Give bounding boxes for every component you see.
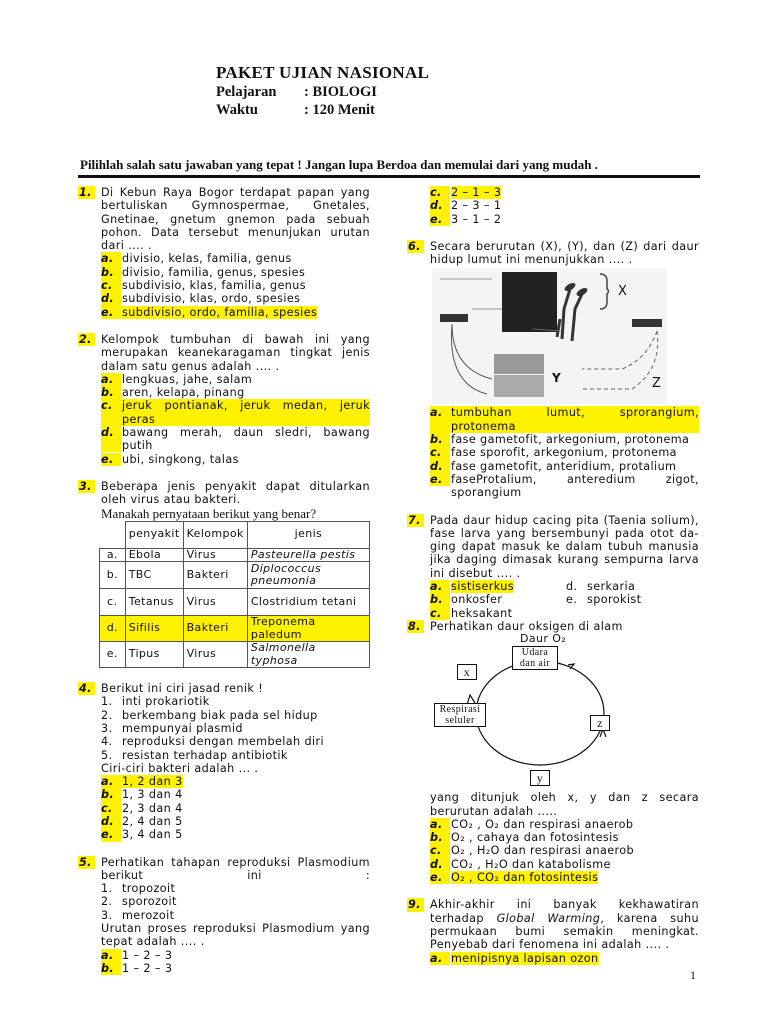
question-number: 8. bbox=[407, 620, 424, 633]
option-text: faseProtalium, anteredium zigot, sporangium bbox=[451, 472, 699, 500]
diagram-title: Daur O₂ bbox=[520, 632, 567, 646]
option-text-highlighted: O₂ , CO₂ dan fotosintesis bbox=[451, 871, 599, 885]
option-text: 2 – 3 – 1 bbox=[451, 199, 502, 213]
option-a[interactable] bbox=[430, 818, 699, 831]
label-x: X bbox=[618, 284, 628, 300]
instruction: Pilihlah salah satu jawaban yang tepat ! Jangan lupa Berdoa dan memulai dari yang mudah . bbox=[80, 157, 598, 172]
option-letter: a. bbox=[101, 775, 121, 788]
table-cell: c. bbox=[100, 589, 126, 616]
option-c[interactable] bbox=[430, 446, 699, 459]
option-b[interactable] bbox=[430, 593, 566, 606]
option-letter: c. bbox=[430, 607, 450, 620]
table-cell: Ebola bbox=[125, 548, 183, 562]
option-text-highlighted: sistiserkus bbox=[451, 580, 515, 594]
option-b[interactable] bbox=[430, 831, 699, 844]
option-text: aren, kelapa, pinang bbox=[122, 386, 245, 400]
option-letter: d. bbox=[430, 199, 450, 212]
option-d[interactable] bbox=[430, 858, 699, 871]
table-cell: Clostridium tetani bbox=[247, 589, 369, 616]
list-item: 1. tropozoit bbox=[101, 882, 176, 896]
table-cell: Virus bbox=[183, 642, 247, 668]
option-letter: e. bbox=[566, 593, 578, 607]
table-row[interactable] bbox=[100, 548, 370, 562]
table-cell: b. bbox=[100, 562, 126, 589]
table-row[interactable] bbox=[100, 642, 370, 668]
option-letter: c. bbox=[430, 844, 450, 857]
option-c[interactable] bbox=[101, 279, 370, 292]
option-letter: d. bbox=[101, 426, 121, 452]
option-letter: b. bbox=[430, 433, 450, 446]
option-letter: b. bbox=[430, 593, 450, 606]
question-prompt: Urutan proses reproduksi Plasmodium yang tepat adalah .... . bbox=[101, 922, 370, 949]
option-letter: c. bbox=[430, 186, 450, 199]
option-text: 1 – 2 – 3 bbox=[122, 961, 173, 975]
oxygen-cycle-diagram bbox=[430, 632, 660, 786]
option-text: 1 – 2 – 3 bbox=[122, 948, 173, 962]
question-4 bbox=[78, 682, 370, 842]
option-text: bawang merah, daun sledri, bawang putih bbox=[122, 426, 370, 453]
table-header-cell bbox=[100, 521, 126, 548]
option-letter: d. bbox=[566, 580, 578, 594]
option-letter: b. bbox=[101, 788, 121, 801]
list-item: 2. sporozoit bbox=[101, 895, 177, 909]
moss-lifecycle-illustration bbox=[432, 269, 667, 404]
question-number: 7. bbox=[407, 514, 424, 527]
option-c[interactable] bbox=[430, 844, 699, 857]
option-text-highlighted: 2 – 1 – 3 bbox=[451, 186, 502, 199]
option-text: 2, 3 dan 4 bbox=[122, 801, 183, 815]
question-prompt: yang ditunjuk oleh x, y dan z secara berurutan adalah ..... bbox=[430, 791, 699, 818]
left-column bbox=[78, 186, 370, 975]
table-cell: Bakteri bbox=[183, 562, 247, 589]
table-cell: Sifilis bbox=[125, 616, 183, 642]
question-number: 5. bbox=[78, 856, 95, 869]
question-number: 6. bbox=[407, 240, 424, 253]
option-e[interactable] bbox=[566, 593, 641, 606]
node-x: x bbox=[457, 664, 477, 680]
node-y: y bbox=[530, 770, 550, 786]
right-column bbox=[407, 186, 699, 965]
table-cell: Diplococcus pneumonia bbox=[247, 562, 369, 589]
node-respirasi-seluler: Respirasi seluler bbox=[434, 703, 486, 727]
option-text: fase gametofit, anteridium, protalium bbox=[451, 459, 677, 473]
option-b[interactable] bbox=[101, 962, 370, 975]
list-item: 3. merozoit bbox=[101, 908, 175, 922]
question-text: Secara berurutan (X), (Y), dan (Z) dari daur hidup lumut ini menunjukkan .... . bbox=[430, 239, 699, 267]
option-letter: e. bbox=[430, 871, 450, 884]
option-letter: e. bbox=[101, 828, 121, 841]
header-divider bbox=[78, 175, 700, 178]
option-letter: d. bbox=[430, 460, 450, 473]
option-letter: d. bbox=[101, 815, 121, 828]
table-header-row bbox=[100, 521, 370, 548]
option-d[interactable] bbox=[430, 460, 699, 473]
time-label: Waktu bbox=[216, 102, 258, 118]
option-text: heksakant bbox=[451, 606, 513, 620]
list-item: 5. resistan terhadap antibiotik bbox=[101, 748, 288, 762]
list-item: 2. berkembang biak pada sel hidup bbox=[101, 708, 318, 722]
subject-value: : BIOLOGI bbox=[304, 84, 377, 100]
option-text: onkosfer bbox=[451, 593, 503, 607]
option-text: ubi, singkong, talas bbox=[122, 452, 239, 466]
question-3 bbox=[78, 480, 370, 668]
option-text: 1, 3 dan 4 bbox=[122, 788, 183, 802]
table-cell: Virus bbox=[183, 548, 247, 562]
option-letter: b. bbox=[101, 386, 121, 399]
option-letter: a. bbox=[101, 252, 121, 265]
option-e[interactable] bbox=[430, 871, 699, 884]
table-cell: a. bbox=[100, 548, 126, 562]
moss-lifecycle-figure bbox=[432, 269, 667, 404]
option-text: 3, 4 dan 5 bbox=[122, 828, 183, 842]
option-d[interactable] bbox=[430, 199, 699, 212]
option-text: 3 – 1 – 2 bbox=[451, 212, 502, 226]
option-a[interactable] bbox=[101, 252, 370, 265]
table-cell: Bakteri bbox=[183, 616, 247, 642]
node-z: z bbox=[590, 715, 610, 731]
option-text: fase gametofit, arkegonium, protonema bbox=[451, 433, 690, 447]
table-cell: Treponema paledum bbox=[247, 616, 369, 642]
option-text: O₂ , cahaya dan fotosintesis bbox=[451, 831, 619, 845]
table-header-cell: Kelompok bbox=[183, 521, 247, 548]
list-item: 4. reproduksi dengan membelah diri bbox=[101, 735, 324, 749]
table-cell: Virus bbox=[183, 589, 247, 616]
option-text: subdivisio, klas, ordo, spesies bbox=[122, 292, 301, 306]
option-text: O₂ , H₂O dan respirasi anaerob bbox=[451, 844, 635, 858]
question-5 bbox=[78, 856, 370, 976]
option-text: 2, 4 dan 5 bbox=[122, 815, 183, 828]
option-letter: c. bbox=[101, 802, 121, 815]
option-c[interactable] bbox=[101, 399, 370, 426]
question-number: 2. bbox=[78, 333, 95, 346]
option-text: CO₂ , O₂ dan respirasi anaerob bbox=[451, 817, 634, 831]
option-letter: a. bbox=[101, 949, 121, 962]
option-letter: e. bbox=[101, 306, 121, 319]
table-row[interactable] bbox=[100, 589, 370, 616]
option-text: fase sporofit, arkegonium, protonema bbox=[451, 446, 677, 460]
option-e[interactable] bbox=[101, 306, 370, 319]
option-c[interactable] bbox=[101, 802, 370, 815]
option-text: subdivisio, klas, familia, genus bbox=[122, 279, 307, 293]
label-z: Z bbox=[652, 376, 662, 392]
question-number: 1. bbox=[78, 186, 95, 199]
option-d[interactable] bbox=[566, 580, 635, 593]
option-text-highlighted: subdivisio, ordo, familia, spesies bbox=[122, 305, 318, 319]
option-letter: e. bbox=[430, 473, 450, 486]
question-8 bbox=[407, 620, 699, 884]
option-c[interactable] bbox=[430, 186, 699, 199]
option-letter: c. bbox=[101, 399, 121, 412]
table-row-highlighted[interactable] bbox=[100, 616, 370, 642]
question-2 bbox=[78, 333, 370, 466]
subject-row bbox=[216, 84, 377, 101]
question-text: Kelompok tumbuhan di bawah ini yang merupakan keanekaragaman tingkat jenis dalam satu genus adalah .... . bbox=[101, 332, 370, 373]
table-row[interactable] bbox=[100, 562, 370, 589]
exam-title: PAKET UJIAN NASIONAL bbox=[216, 63, 430, 82]
subject-label: Pelajaran bbox=[216, 84, 277, 100]
option-text: divisio, kelas, familia, genus bbox=[122, 252, 292, 266]
question-prompt: Ciri-ciri bakteri adalah ... . bbox=[101, 761, 259, 775]
option-row bbox=[430, 593, 699, 606]
option-b[interactable] bbox=[101, 386, 370, 399]
option-c[interactable] bbox=[430, 607, 699, 620]
option-text-highlighted: 1, 2 dan 3 bbox=[122, 775, 183, 789]
question-text: Di Kebun Raya Bogor terdapat papan yang bertuliskan Gymnospermae, Gnetales, Gnetinae, gnetum gnemon pada sebuah pohon. Data tersebut menunjukan urutan dari .... . bbox=[101, 186, 370, 253]
option-text-highlighted: menipisnya lapisan ozon bbox=[451, 951, 599, 965]
option-letter: b. bbox=[101, 962, 121, 975]
time-row bbox=[216, 102, 375, 119]
table-cell: e. bbox=[100, 642, 126, 668]
list-item: 1. inti prokariotik bbox=[101, 695, 210, 709]
question-5-continued bbox=[407, 186, 699, 226]
table-cell: Tipus bbox=[125, 642, 183, 668]
option-text-highlighted: tumbuhan lumut, sprorangium, protonema bbox=[451, 406, 699, 433]
option-text: CO₂ , H₂O dan katabolisme bbox=[451, 857, 611, 871]
option-a[interactable] bbox=[101, 373, 370, 386]
question-text: Beberapa jenis penyakit dapat ditularkan oleh virus atau bakteri. bbox=[101, 479, 370, 507]
question-text: Perhatikan tahapan reproduksi Plasmodium berikut ini : bbox=[101, 855, 370, 882]
option-a[interactable] bbox=[430, 406, 699, 433]
option-e[interactable] bbox=[101, 453, 370, 466]
option-letter: d. bbox=[101, 292, 121, 305]
option-letter: b. bbox=[101, 266, 121, 279]
option-e[interactable] bbox=[430, 213, 699, 226]
time-value: : 120 Menit bbox=[304, 102, 375, 118]
table-cell: d. bbox=[100, 616, 126, 642]
option-text: serkaria bbox=[587, 580, 636, 594]
option-letter: a. bbox=[430, 818, 450, 831]
table-header-cell: penyakit bbox=[125, 521, 183, 548]
option-a[interactable] bbox=[430, 580, 566, 593]
option-d[interactable] bbox=[101, 292, 370, 305]
option-a[interactable] bbox=[101, 775, 370, 788]
option-letter: d. bbox=[430, 858, 450, 871]
option-letter: c. bbox=[430, 446, 450, 459]
option-a[interactable] bbox=[430, 952, 699, 965]
question-text: Pada daur hidup cacing pita (Taenia solium), fase larva yang bersembunyi pada otot da-ging dapat masuk ke dalam tubuh manusia jika daging dimasak kurang sempurna larva ini disebut .... . bbox=[430, 513, 699, 580]
question-text: Perhatikan daur oksigen di alam bbox=[430, 619, 623, 633]
option-d[interactable] bbox=[101, 426, 370, 453]
option-letter: a. bbox=[430, 406, 450, 419]
node-udara-dan-air: Udara dan air bbox=[512, 646, 558, 670]
question-number: 3. bbox=[78, 480, 95, 493]
question-9 bbox=[407, 898, 699, 964]
question-1 bbox=[78, 186, 370, 319]
option-letter: a. bbox=[430, 580, 450, 593]
question-text: Berikut ini ciri jasad renik ! bbox=[101, 682, 264, 696]
question-7 bbox=[407, 514, 699, 620]
option-e[interactable] bbox=[430, 473, 699, 500]
option-d[interactable] bbox=[101, 815, 370, 828]
table-header-cell: jenis bbox=[247, 521, 369, 548]
option-b[interactable] bbox=[101, 266, 370, 279]
option-text: sporokist bbox=[587, 593, 642, 607]
option-e[interactable] bbox=[101, 828, 370, 841]
question-text: Akhir-akhir ini banyak kekhawatiran terhadap Global Warming, karena suhu permukaan bumi semakin meningkat. Penyebab dari fenomena ini adalah .... . bbox=[430, 898, 699, 952]
table-cell: Pasteurella pestis bbox=[247, 548, 369, 562]
option-letter: e. bbox=[101, 453, 121, 466]
option-letter: a. bbox=[101, 373, 121, 386]
option-b[interactable] bbox=[430, 433, 699, 446]
label-y: Y bbox=[552, 371, 562, 386]
table-cell: TBC bbox=[125, 562, 183, 589]
option-letter: b. bbox=[430, 831, 450, 844]
option-text-highlighted: jeruk pontianak, jeruk medan, jeruk peras bbox=[122, 399, 370, 426]
page-number: 1 bbox=[690, 968, 696, 982]
option-row bbox=[430, 580, 699, 593]
question-6 bbox=[407, 240, 699, 500]
option-b[interactable] bbox=[101, 788, 370, 801]
table-cell: Salmonella typhosa bbox=[247, 642, 369, 668]
option-letter: e. bbox=[430, 213, 450, 226]
disease-table bbox=[99, 521, 370, 669]
list-item: 3. mempunyai plasmid bbox=[101, 721, 243, 735]
option-letter: a. bbox=[430, 952, 450, 965]
table-cell: Tetanus bbox=[125, 589, 183, 616]
question-number: 4. bbox=[78, 682, 95, 695]
option-text: divisio, familia, genus, spesies bbox=[122, 265, 306, 279]
question-prompt: Manakah pernyataan berikut yang benar? bbox=[101, 505, 317, 521]
option-a[interactable] bbox=[101, 949, 370, 962]
option-text: lengkuas, jahe, salam bbox=[122, 372, 253, 386]
option-letter: c. bbox=[101, 279, 121, 292]
question-number: 9. bbox=[407, 898, 424, 911]
